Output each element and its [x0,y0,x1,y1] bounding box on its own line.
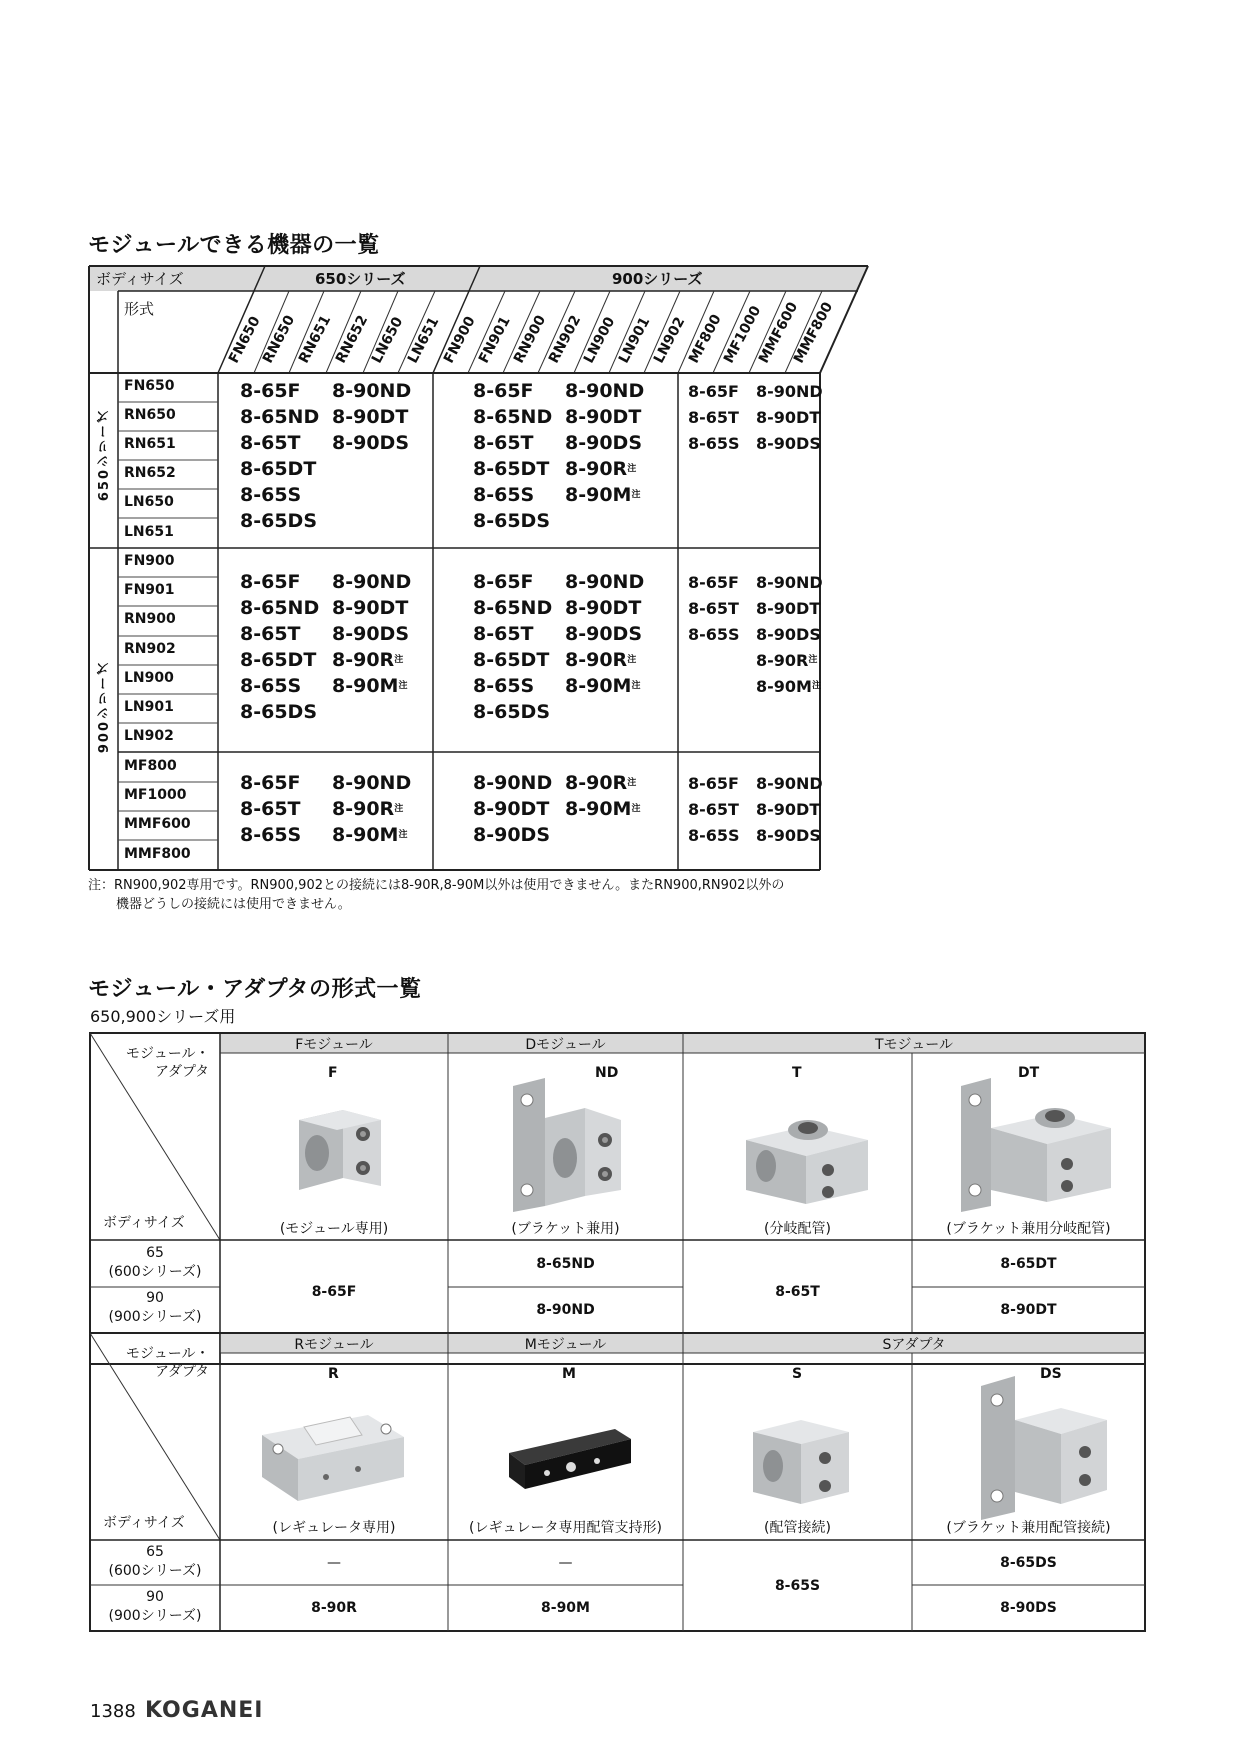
model-code: 8-65S [688,625,740,644]
model-code: 8-90ND [332,380,412,402]
corner-label-top: モジュール・ [126,1046,210,1062]
size-65-line2: (600シリーズ) [108,1563,202,1579]
model-code: 8-65S [688,826,740,845]
model-code: 8-90DS [332,623,410,645]
row-label: MF800 [124,758,177,774]
row-label: LN650 [124,494,174,510]
row-label: RN900 [124,611,176,627]
caption-t: (分岐配管) [764,1221,831,1237]
col-header: RN650 [259,312,299,366]
model-code: 8-65S [688,434,740,453]
model-code: 8-65F [240,380,301,402]
model-code: 8-65ND [473,597,553,619]
col-header: MF1000 [720,303,765,366]
corner-label-top2: アダプタ [155,1364,210,1380]
model-code: $8-90R^注$ [332,649,404,671]
model-code: 8-65T [688,599,739,618]
model-code: $8-90R^注$ [565,649,637,671]
item-letter-r: R [328,1366,339,1382]
module-m-image [505,1425,635,1495]
model-code: 8-90DS [756,625,821,644]
col-header: RN652 [332,312,372,366]
group-f-module: Fモジュール [295,1037,373,1053]
caption-dt: (ブラケット兼用分岐配管) [946,1221,1111,1237]
col-header: MMF600 [755,299,802,366]
model-code: 8-65F [688,573,739,592]
code-nd-65: 8-65ND [536,1256,595,1272]
model-code: 8-65DS [240,701,318,723]
code-dt-90: 8-90DT [1000,1302,1057,1318]
code-t: 8-65T [775,1284,820,1300]
page-number: 1388 [90,1701,136,1722]
caption-f: (モジュール専用) [279,1221,389,1237]
model-code: 8-90ND [332,772,412,794]
model-code: 8-90ND [565,571,645,593]
col-header: FN900 [440,313,479,366]
row-group-650: 650シリーズ [97,408,112,502]
corner-label-top2: アダプタ [155,1064,210,1080]
series-650-header: 650シリーズ [315,270,406,288]
size-90-line1: 90 [146,1290,164,1306]
group-m-module: Mモジュール [524,1337,607,1353]
row-label: LN901 [124,699,174,715]
model-code: 8-65DS [240,510,318,532]
size-65-label [90,1543,220,1581]
model-code: 8-90DT [756,408,821,427]
module-nd-image [505,1078,635,1218]
model-code: 8-65F [473,571,534,593]
model-code: 8-65DT [473,649,550,671]
model-code: 8-65ND [240,406,320,428]
model-code: 8-65T [688,800,739,819]
model-code: 8-90ND [756,774,823,793]
model-code: 8-65ND [240,597,320,619]
model-code: $8-90M^注$ [332,824,408,846]
code-r-65: — [327,1555,341,1571]
model-code: 8-65S [240,824,302,846]
col-header: LN901 [615,314,654,366]
model-code: 8-90DS [473,824,551,846]
row-label: RN650 [124,407,176,423]
model-code: 8-65DT [473,458,550,480]
model-code: $8-90R^注$ [565,772,637,794]
size-90-line2: (900シリーズ) [108,1309,202,1325]
adapter-ds-image [975,1376,1115,1526]
row-label: RN651 [124,436,176,452]
row-label: MMF800 [124,846,191,862]
col-header: RN651 [295,312,335,366]
model-code: 8-65T [240,798,301,820]
model-code: 8-65F [688,382,739,401]
model-code: $8-90R^注$ [756,651,818,670]
col-header: MMF800 [790,299,837,366]
row-label: MMF600 [124,816,191,832]
code-m-90: 8-90M [541,1600,590,1616]
model-code: 8-65S [240,484,302,506]
item-letter-m: M [562,1366,576,1382]
model-code: 8-90DS [756,826,821,845]
row-group-900: 900シリーズ [97,660,112,754]
col-header: FN901 [475,313,514,366]
item-letter-f: F [328,1065,338,1081]
col-header: LN650 [368,314,407,366]
item-letter-dt: DT [1018,1065,1040,1081]
item-letter-nd: ND [595,1065,619,1081]
col-header: RN902 [545,312,585,366]
model-code: 8-90DS [565,432,643,454]
row-label: LN900 [124,670,174,686]
model-code: 8-90ND [473,772,553,794]
code-r-90: 8-90R [311,1600,357,1616]
module-r-image [258,1405,408,1505]
size-65-line1: 65 [146,1544,164,1560]
code-m-65: — [558,1555,573,1571]
model-code: 8-90DT [473,798,550,820]
item-letter-ds: DS [1040,1366,1062,1382]
adapter-table-title: モジュール・アダプタの形式一覧 [88,977,422,1002]
model-code: $8-90R^注$ [332,798,404,820]
model-label: 形式 [124,300,155,318]
model-code: $8-90M^注$ [332,675,408,697]
model-code: 8-90DT [565,597,642,619]
col-header: FN650 [225,313,264,366]
body-size-label: ボディサイズ [96,270,184,288]
row-label: FN901 [124,582,175,598]
model-code: 8-90DT [565,406,642,428]
code-ds-65: 8-65DS [1000,1555,1057,1571]
item-letter-s: S [792,1366,803,1382]
col-header: LN651 [404,314,443,366]
model-code: 8-65T [473,623,534,645]
model-code: 8-65S [473,484,535,506]
code-ds-90: 8-90DS [1000,1600,1057,1616]
size-90-line2: (900シリーズ) [108,1608,202,1624]
model-code: 8-65T [240,432,301,454]
model-code: 8-65DT [240,458,317,480]
model-code: 8-90DS [565,623,643,645]
size-65-line2: (600シリーズ) [108,1264,202,1280]
model-code: $8-90M^注$ [565,798,641,820]
row-label: LN651 [124,524,174,540]
row-label: FN900 [124,553,175,569]
group-t-module: Tモジュール [875,1037,953,1053]
code-dt-65: 8-65DT [1000,1256,1057,1272]
model-code: 8-90ND [565,380,645,402]
adapter-table-subtitle: 650,900シリーズ用 [90,1007,236,1026]
row-label: LN902 [124,728,174,744]
size-90-label [90,1588,220,1626]
model-code: 8-90ND [756,573,823,592]
module-f-image [285,1098,395,1203]
col-header: RN900 [510,312,550,366]
col-header: MF800 [685,311,725,366]
model-code: 8-90ND [756,382,823,401]
size-90-line1: 90 [146,1589,164,1605]
caption-s: (配管接続) [764,1520,831,1536]
corner-label-bottom: ボディサイズ [103,1515,185,1531]
compat-table-title: モジュールできる機器の一覧 [88,233,380,258]
col-header: LN902 [650,314,689,366]
model-code: 8-90DS [332,432,410,454]
model-code: 8-65S [473,675,535,697]
model-code: 8-90DT [756,800,821,819]
model-code: 8-90ND [332,571,412,593]
model-code: 8-65T [473,432,534,454]
size-90-label [90,1289,220,1327]
model-code: 8-90DT [756,599,821,618]
model-code: $8-90M^注$ [565,675,641,697]
col-header: LN900 [580,314,619,366]
adapter-s-image [745,1408,860,1513]
footnote-line-1: 注：RN900,902専用です。RN900,902との接続には8-90R,8-90M以外は使用できません。またRN900,RN902以外の [88,878,785,893]
model-code: $8-90M^注$ [756,677,821,696]
model-code: 8-65F [688,774,739,793]
module-t-image [738,1100,878,1210]
model-code: 8-65T [688,408,739,427]
row-label: MF1000 [124,787,187,803]
group-s-adapter: Sアダプタ [882,1337,946,1353]
code-s: 8-65S [774,1578,821,1594]
group-d-module: Dモジュール [525,1037,606,1053]
model-code: 8-90DT [332,597,409,619]
model-code: 8-65S [240,675,302,697]
caption-ds: (ブラケット兼用配管接続) [946,1520,1111,1536]
model-code: 8-65F [240,571,301,593]
model-code: 8-65F [240,772,301,794]
caption-m: (レギュレータ専用配管支持形) [469,1520,662,1536]
row-label: RN652 [124,465,176,481]
model-code: 8-65F [473,380,534,402]
model-code: 8-65ND [473,406,553,428]
size-65-line1: 65 [146,1245,164,1261]
model-code: 8-90DT [332,406,409,428]
model-code: $8-90R^注$ [565,458,637,480]
model-code: $8-90M^注$ [565,484,641,506]
item-letter-t: T [792,1065,802,1081]
code-nd-90: 8-90ND [536,1302,595,1318]
model-code: 8-65DS [473,510,551,532]
corner-label-top: モジュール・ [126,1346,210,1362]
footnote-line-2: 機器どうしの接続には使用できません。 [116,897,351,912]
series-900-header: 900シリーズ [612,270,703,288]
brand-logo: KOGANEI [145,1698,264,1723]
code-f: 8-65F [311,1284,357,1300]
corner-label-bottom: ボディサイズ [103,1215,185,1231]
size-65-label [90,1244,220,1282]
model-code: 8-65T [240,623,301,645]
group-r-module: Rモジュール [294,1337,374,1353]
model-code: 8-65DS [473,701,551,723]
module-dt-image [955,1078,1115,1218]
row-label: RN902 [124,641,176,657]
model-code: 8-90DS [756,434,821,453]
model-code: 8-65DT [240,649,317,671]
row-label: FN650 [124,378,175,394]
caption-nd: (ブラケット兼用) [511,1221,620,1237]
caption-r: (レギュレータ専用) [272,1520,396,1536]
